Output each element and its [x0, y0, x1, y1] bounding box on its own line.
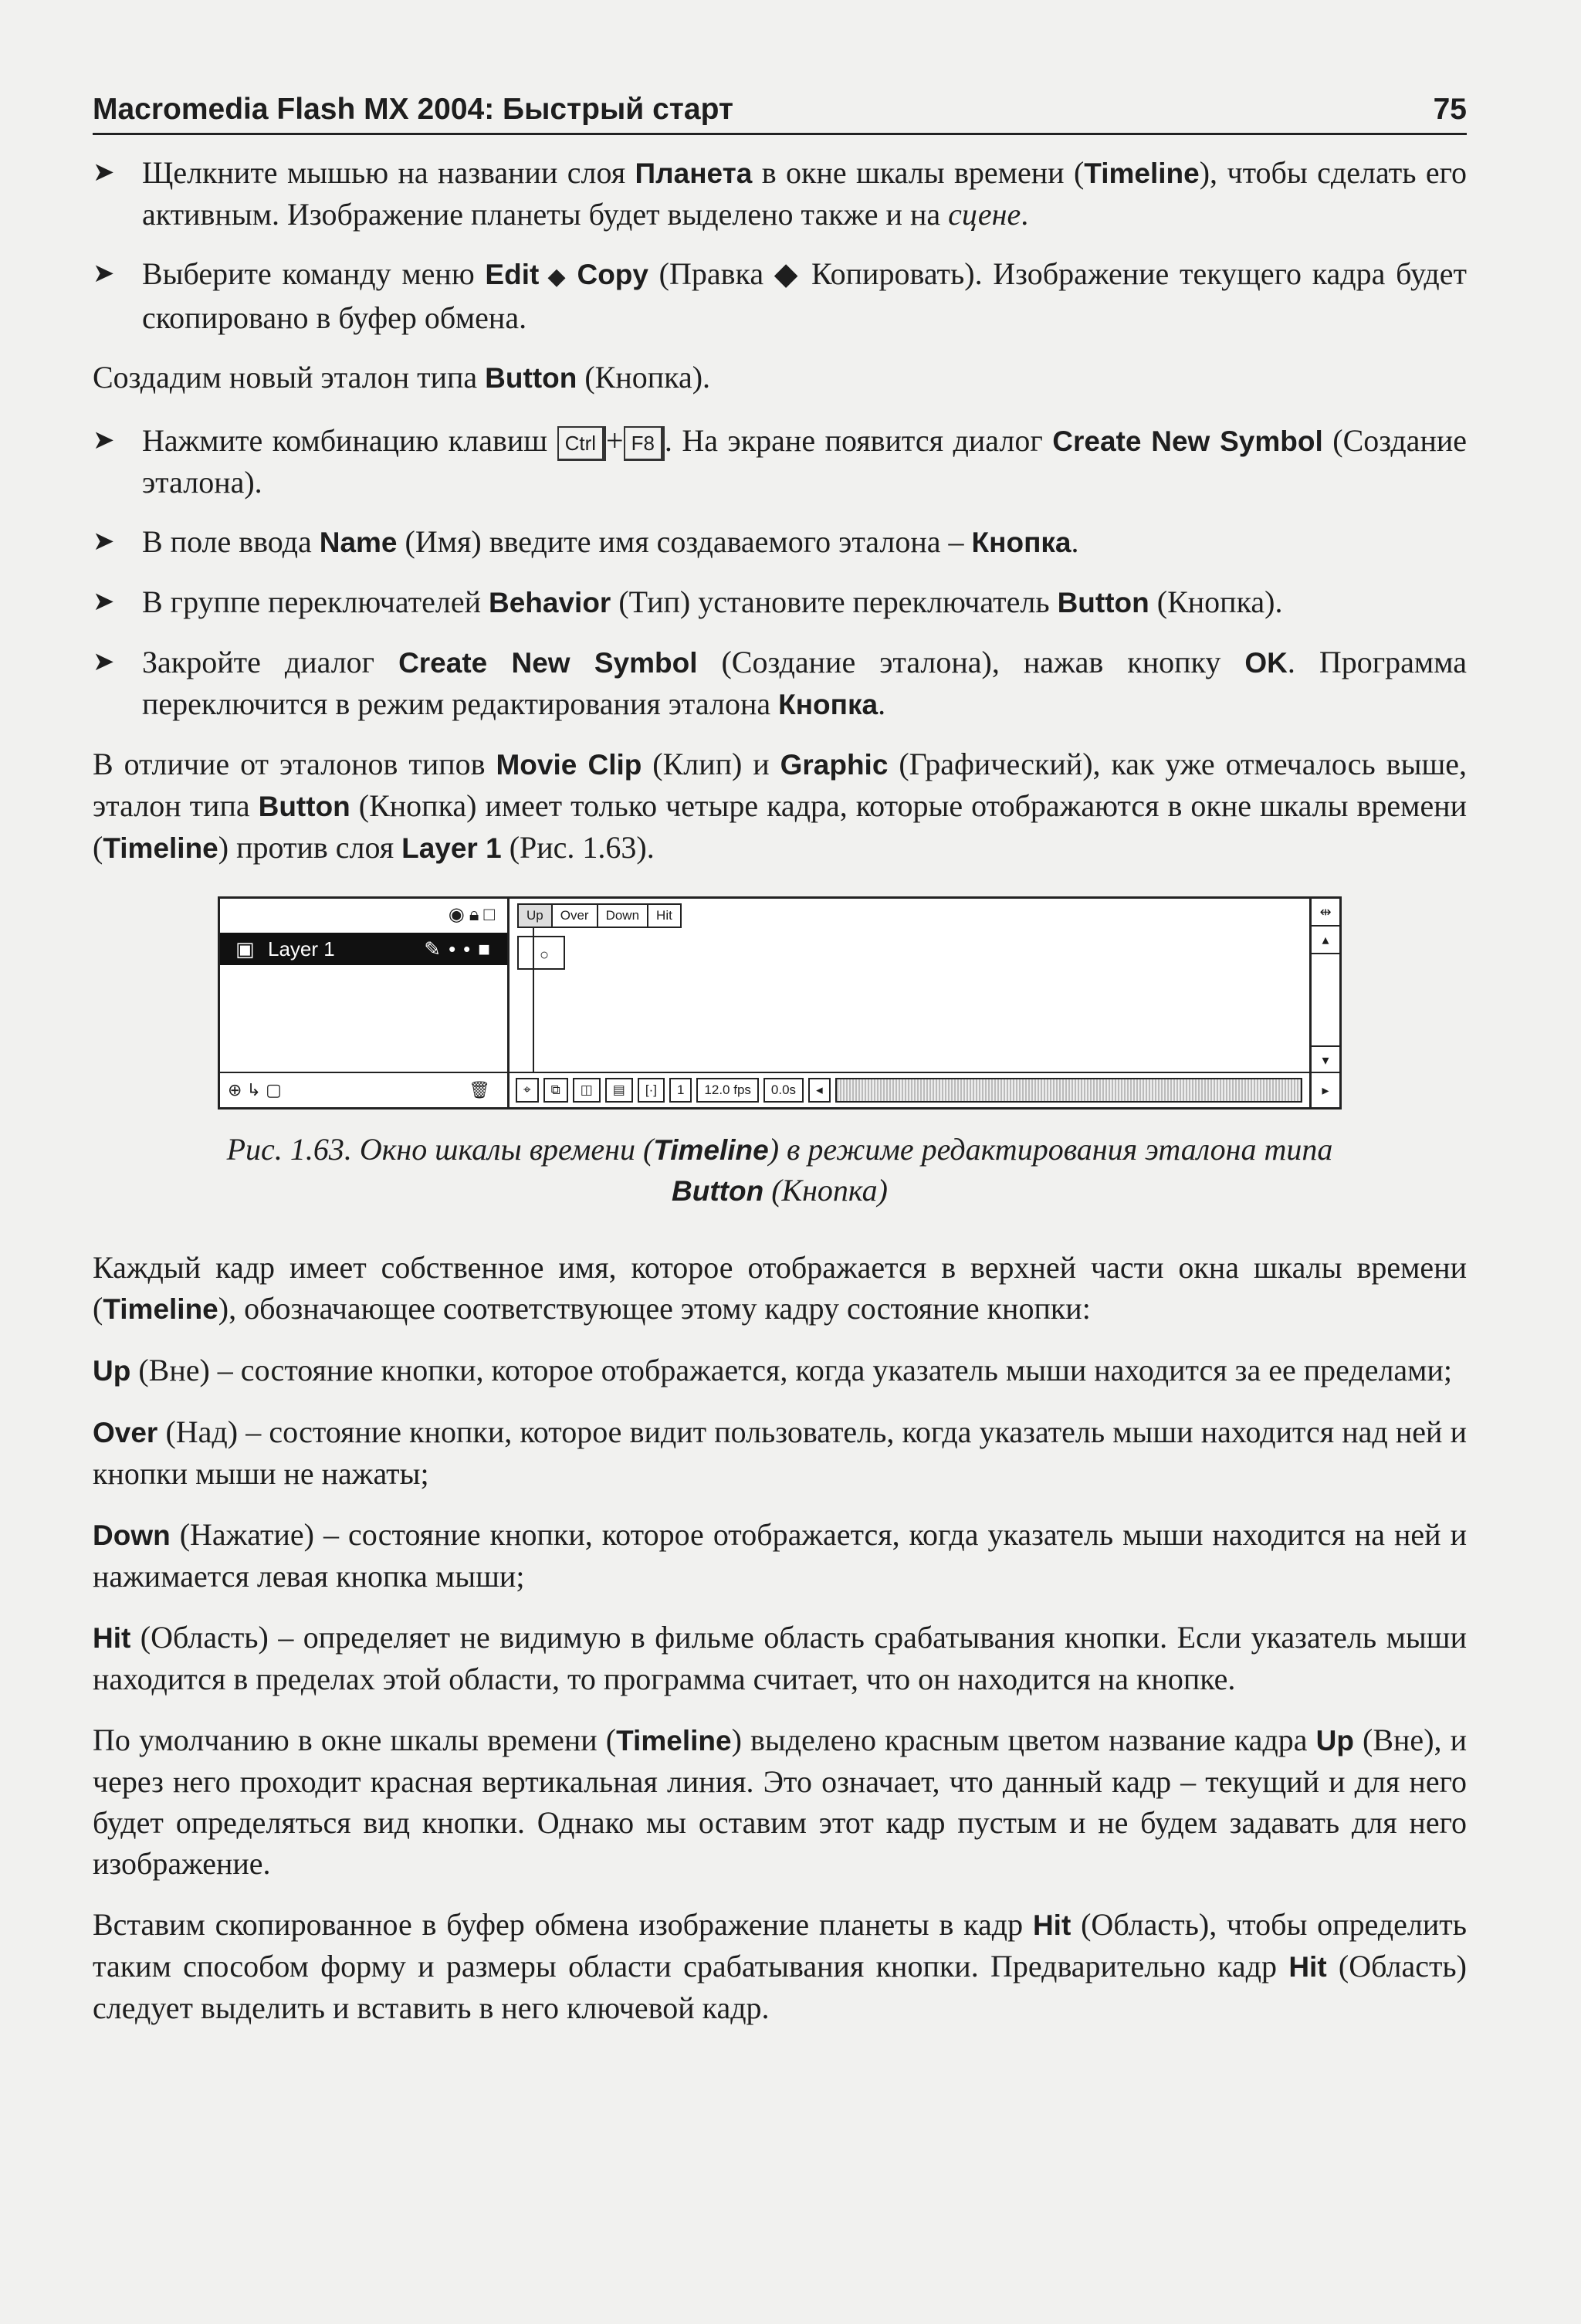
figure-caption — [93, 1130, 1467, 1211]
onion-outline-icon[interactable]: ◫ — [573, 1078, 601, 1103]
paragraph-over — [93, 1411, 1467, 1494]
text: ), обозначающее соответствующее этому кадру состояние кнопки: — [218, 1291, 1091, 1326]
timeline-panel — [218, 896, 1342, 1109]
frames-pane — [510, 899, 1310, 1107]
term: Name — [319, 527, 398, 558]
bullet-5 — [93, 581, 1467, 623]
paragraph-2 — [93, 744, 1467, 869]
timeline-status-bar — [510, 1072, 1310, 1107]
scroll-up-icon[interactable]: ▴ — [1312, 927, 1339, 954]
term: Graphic — [780, 749, 889, 781]
text: Закройте диалог — [142, 645, 399, 679]
vertical-scrollbar[interactable] — [1309, 899, 1339, 1107]
frame-label-up[interactable]: Up — [517, 903, 553, 928]
scroll-left-icon[interactable]: ◂ — [808, 1078, 831, 1103]
term: Layer 1 — [401, 832, 502, 864]
text: ) в режиме редактирования эталона типа — [768, 1132, 1333, 1167]
term: Timeline — [103, 832, 218, 864]
term: Copy — [577, 259, 648, 290]
page-number: 75 — [1433, 93, 1467, 126]
layer-tools — [220, 1072, 507, 1107]
dot-icon: • — [463, 937, 479, 960]
frame-rate[interactable]: 12.0 fps — [696, 1078, 759, 1103]
menu-separator: ◆ — [539, 264, 577, 290]
term: Hit — [1288, 1951, 1327, 1983]
text: (Имя) введите имя создаваемого эталона – — [397, 524, 972, 559]
text: (Графический), как уже отмечалось выше, эталон типа — [93, 747, 1468, 823]
frame-labels — [517, 903, 680, 928]
text: (Правка ◆ Копировать). Изображение текущего кадра будет скопировано в буфер обмена. — [142, 256, 1468, 335]
text: Щелкните мышью на названии слоя — [142, 155, 635, 190]
text: . Программа переключится в режим редактирования эталона — [142, 645, 1468, 721]
text: (Клип) и — [642, 747, 780, 781]
layer-row[interactable] — [220, 933, 507, 965]
bullet-4 — [93, 521, 1467, 563]
text: . — [1021, 197, 1029, 232]
dot-icon: • — [449, 937, 464, 960]
term: Create New Symbol — [1052, 425, 1323, 457]
italic-term: сцене — [948, 197, 1021, 232]
text: (Вне), и через него проходит красная вертикальная линия. Это означает, что данный кадр – текущий и для него будет определяться вид кнопки. Однако мы оставим этот кадр пустым и не будем задавать для него изображение. — [93, 1723, 1468, 1881]
key-ctrl: Ctrl — [557, 426, 606, 461]
text: В отличие от эталонов типов — [93, 747, 496, 781]
text: в окне шкалы времени ( — [752, 155, 1085, 190]
text: . — [1071, 524, 1079, 559]
plus-sign: + — [606, 423, 624, 458]
text: (Кнопка). — [577, 360, 711, 395]
center-frame-icon[interactable]: ⌖ — [516, 1078, 539, 1103]
bullet-3 — [93, 420, 1467, 503]
frame-label-down[interactable]: Down — [597, 903, 648, 928]
bullet-1 — [93, 152, 1467, 235]
text: В поле ввода — [142, 524, 320, 559]
add-layer-icon[interactable]: ⊕ ↳ ▢ — [228, 1080, 282, 1099]
term: Up — [1315, 1725, 1354, 1757]
text: (Область) – определяет не видимую в фильме область срабатывания кнопки. Если указатель мыши находится в пределах этой области, то программа считает, что он находится на кнопке. — [93, 1620, 1467, 1696]
term: Кнопка — [971, 527, 1071, 558]
text: . — [878, 686, 886, 721]
trash-icon[interactable]: 🗑︎ — [469, 1080, 490, 1099]
term: OK — [1244, 647, 1288, 679]
text: ), чтобы сделать его активным. Изображение планеты будет выделено также и на — [142, 155, 1468, 232]
term: Timeline — [1084, 158, 1200, 189]
eye-icon[interactable]: ◉ — [448, 904, 469, 925]
term: Кнопка — [778, 689, 879, 720]
text: (Рис. 1.63). — [501, 830, 655, 865]
onion-skin-icon[interactable]: ⧉ — [543, 1078, 568, 1103]
frame-label-hit[interactable]: Hit — [647, 903, 682, 928]
text: (Кнопка) имеет только четыре кадра, которые отображаются в окне шкалы времени ( — [93, 788, 1468, 865]
text: (Кнопка). — [1149, 584, 1283, 619]
text: ) выделено красным цветом название кадра — [731, 1723, 1316, 1757]
text: (Область) следует выделить и вставить в него ключевой кадр. — [93, 1949, 1467, 2025]
text: . На экране появится диалог — [664, 423, 1053, 458]
term: Timeline — [103, 1293, 218, 1325]
book-page — [93, 93, 1467, 2028]
header-title: Macromedia Flash MX 2004: Быстрый старт — [93, 93, 733, 126]
term: Timeline — [653, 1134, 769, 1166]
running-header — [93, 93, 1467, 135]
bullet-2 — [93, 253, 1467, 338]
text: (Создание эталона), нажав кнопку — [697, 645, 1245, 679]
edit-multiple-icon[interactable]: ▤ — [605, 1078, 633, 1103]
paragraph-hit — [93, 1617, 1467, 1699]
text: ) против слоя — [218, 830, 402, 865]
elapsed-time: 0.0s — [763, 1078, 804, 1103]
playhead[interactable] — [533, 927, 534, 1073]
frame-label-over[interactable]: Over — [551, 903, 598, 928]
text: Выберите команду меню — [142, 256, 486, 291]
text: Нажмите комбинацию клавиш — [142, 423, 557, 458]
pencil-icon: ✎ — [424, 937, 449, 960]
key-f8: F8 — [624, 426, 665, 461]
layers-pane — [220, 899, 510, 1107]
onion-markers-icon[interactable]: [·] — [638, 1078, 665, 1103]
text: (Тип) установите переключатель — [611, 584, 1058, 619]
scroll-down-icon[interactable]: ▾ — [1312, 1045, 1339, 1073]
text: Вставим скопированное в буфер обмена изображение планеты в кадр — [93, 1907, 1033, 1942]
text: Каждый кадр имеет собственное имя, которое отображается в верхней части окна шкалы времени ( — [93, 1250, 1467, 1326]
term: Movie Clip — [496, 749, 642, 781]
scroll-right-icon[interactable]: ▸ — [1312, 1072, 1339, 1107]
text: По умолчанию в окне шкалы времени ( — [93, 1723, 617, 1757]
text: (Над) – состояние кнопки, которое видит пользователь, когда указатель мыши находится над ней и кнопки мыши не нажаты; — [93, 1414, 1467, 1491]
bullet-marker: ➤ — [93, 259, 115, 288]
text: (Кнопка) — [763, 1173, 888, 1208]
term: Button — [485, 362, 577, 394]
square-icon: ■ — [478, 937, 498, 960]
text: Создадим новый эталон типа — [93, 360, 486, 395]
term: Hit — [93, 1622, 131, 1654]
term: Edit — [485, 259, 540, 290]
bullet-marker: ➤ — [93, 426, 115, 455]
term: Create New Symbol — [398, 647, 698, 679]
term: Behavior — [488, 587, 611, 618]
horizontal-scrollbar[interactable] — [835, 1078, 1302, 1103]
keyframe-dot-icon: ○ — [540, 947, 550, 964]
term: Hit — [1032, 1909, 1071, 1941]
layer-column-icons — [449, 903, 499, 926]
text: (Область), чтобы определить таким способом форму и размеры области срабатывания кнопки. Предварительно кадр — [93, 1907, 1467, 1984]
paragraph-1 — [93, 357, 1467, 398]
bullet-marker: ➤ — [93, 648, 115, 676]
layer-name: Layer 1 — [268, 937, 335, 960]
bullet-6 — [93, 642, 1467, 725]
term: Button — [1057, 587, 1149, 618]
bullet-marker: ➤ — [93, 588, 115, 616]
term: Down — [93, 1519, 171, 1551]
keyframe-cell[interactable] — [517, 936, 565, 970]
bullet-marker: ➤ — [93, 527, 115, 556]
text: (Нажатие) – состояние кнопки, которое отображается, когда указатель мыши находится на ней и нажимается левая кнопка мыши; — [93, 1517, 1467, 1594]
paragraph-paste — [93, 1904, 1467, 2028]
figure-1-63 — [93, 896, 1467, 1211]
text: Рис. 1.63. Окно шкалы времени ( — [226, 1132, 654, 1167]
term: Up — [93, 1355, 131, 1387]
paragraph-down — [93, 1514, 1467, 1597]
timeline-menu-icon[interactable]: ⇹ — [1312, 899, 1339, 927]
term: Timeline — [616, 1725, 732, 1757]
term: Планета — [635, 158, 753, 189]
paragraph-default — [93, 1719, 1467, 1884]
bullet-marker: ➤ — [93, 158, 115, 187]
term: Button — [672, 1175, 764, 1207]
text: (Вне) – состояние кнопки, которое отображается, когда указатель мыши находится за ее пределами; — [130, 1353, 1452, 1387]
current-frame: 1 — [669, 1078, 692, 1103]
lock-icon[interactable]: 🔒︎ — [469, 904, 484, 925]
layer-status — [424, 933, 498, 965]
layer-icon: ▣ — [235, 937, 255, 960]
paragraph-up — [93, 1350, 1467, 1391]
paragraph-3 — [93, 1247, 1467, 1330]
term: Over — [93, 1417, 158, 1448]
text: В группе переключателей — [142, 584, 489, 619]
text: (Создание эталона). — [142, 423, 1468, 500]
outline-icon[interactable]: □ — [483, 904, 499, 925]
term: Button — [258, 791, 350, 822]
